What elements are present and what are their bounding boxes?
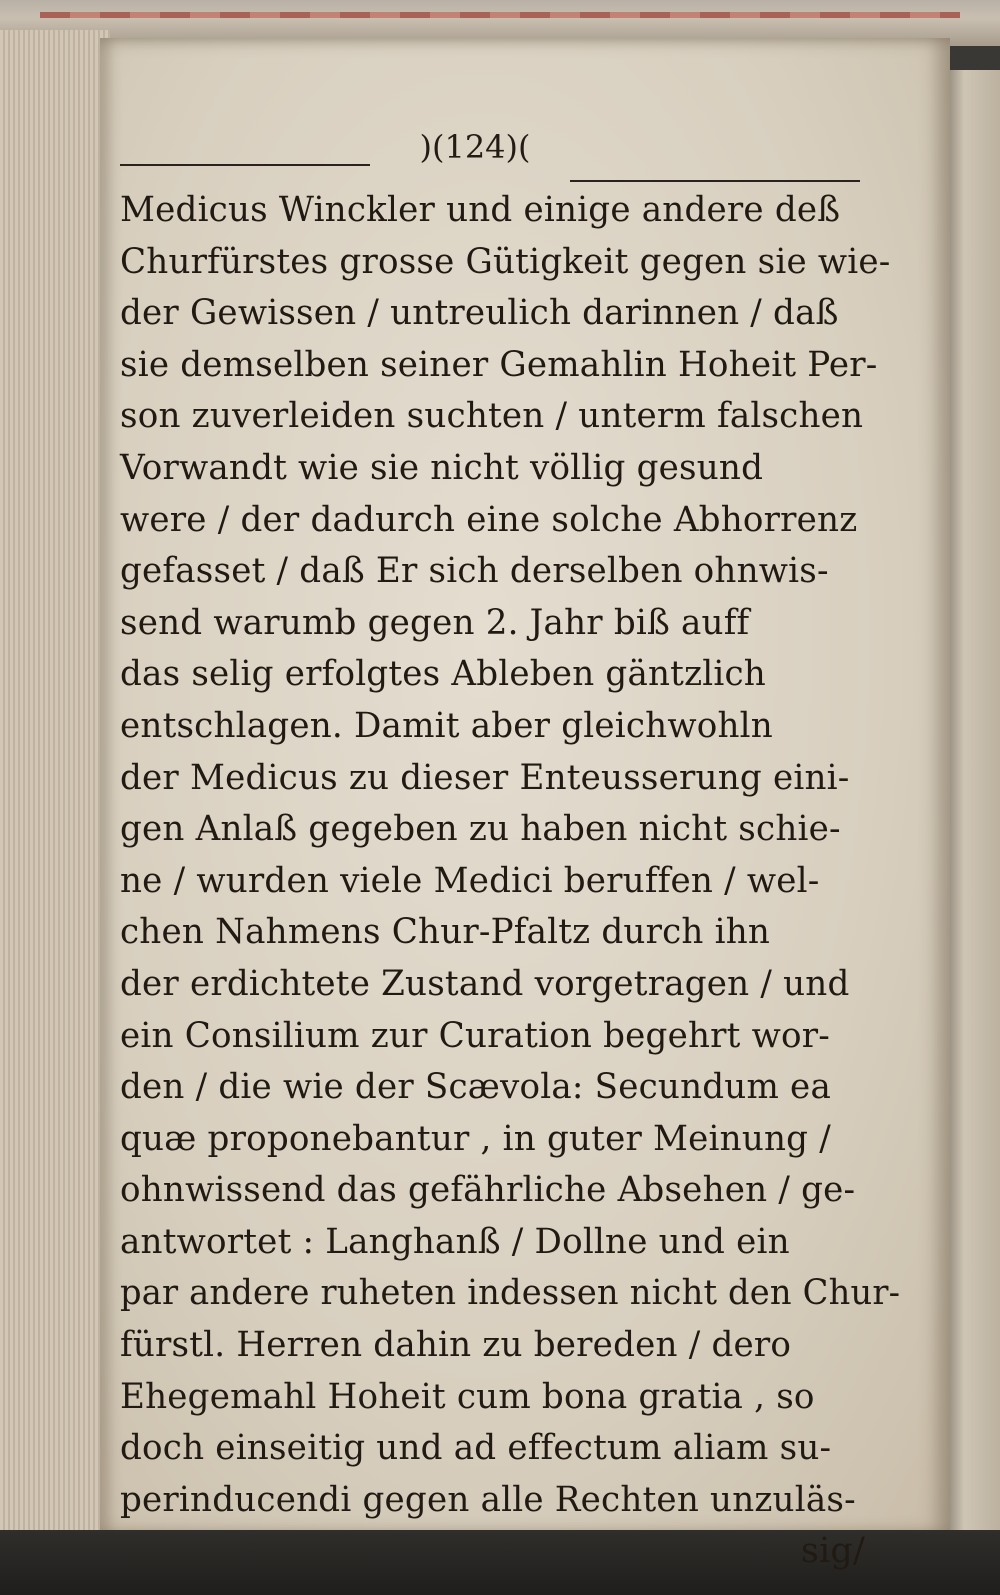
text-line: Medicus Winckler und einige andere deß (120, 190, 841, 230)
text-line: quæ proponebantur , in guter Meinung / (120, 1118, 831, 1159)
text-line: son zuverleiden suchten / unterm falschen (120, 396, 864, 437)
text-line: gefasset / daß Er sich derselben ohnwis- (120, 551, 829, 592)
text-line: Vorwandt wie sie nicht völlig gesund (120, 447, 764, 488)
text-line: der Gewissen / untreulich darinnen / daß (120, 293, 839, 334)
text-line: der erdichtete Zustand vorgetragen / und (120, 963, 850, 1004)
text-line: der Medicus zu dieser Enteusserung eini- (120, 757, 850, 798)
text-line: doch einseitig und ad effectum aliam su- (120, 1428, 832, 1469)
text-line: entschlagen. Damit aber gleichwohln (120, 705, 773, 746)
text-line: den / die wie der Scævola: Secundum ea (120, 1067, 831, 1108)
page-number: )(124)( (419, 128, 531, 166)
header-rule-right (570, 180, 860, 182)
header-rule-left (120, 164, 370, 166)
text-line: Churfürstes grosse Gütigkeit gegen sie wie- (120, 241, 891, 282)
text-line: sie demselben seiner Gemahlin Hoheit Per- (120, 344, 878, 385)
text-line: send warumb gegen 2. Jahr biß auff (120, 602, 750, 643)
text-line: antwortet : Langhanß / Dollne und ein (120, 1221, 790, 1262)
text-line: perinducendi gegen alle Rechten unzuläs- (120, 1479, 856, 1520)
text-line: fürstl. Herren dahin zu bereden / dero (120, 1325, 792, 1366)
text-line: were / der dadurch eine solche Abhorrenz (120, 499, 858, 540)
text-line: chen Nahmens Chur-Pfaltz durch ihn (120, 912, 771, 953)
left-page-stack (0, 30, 110, 1535)
text-line: par andere ruheten indessen nicht den Chur- (120, 1273, 901, 1314)
text-line: gen Anlaß gegeben zu haben nicht schie- (120, 809, 841, 850)
text-line: ne / wurden viele Medici beruffen / wel- (120, 860, 820, 901)
text-line: ohnwissend das gefährliche Absehen / ge- (120, 1170, 856, 1211)
page-header (120, 128, 860, 188)
page-text (120, 185, 920, 1578)
right-page-edge (945, 70, 1000, 1550)
red-edge-stripe (40, 12, 960, 18)
text-line: Ehegemahl Hoheit cum bona gratia , so (120, 1376, 815, 1417)
text-line: ein Consilium zur Curation begehrt wor- (120, 1015, 831, 1056)
catchword: sig/ (800, 1531, 865, 1572)
text-line: das selig erfolgtes Ableben gäntzlich (120, 654, 766, 695)
